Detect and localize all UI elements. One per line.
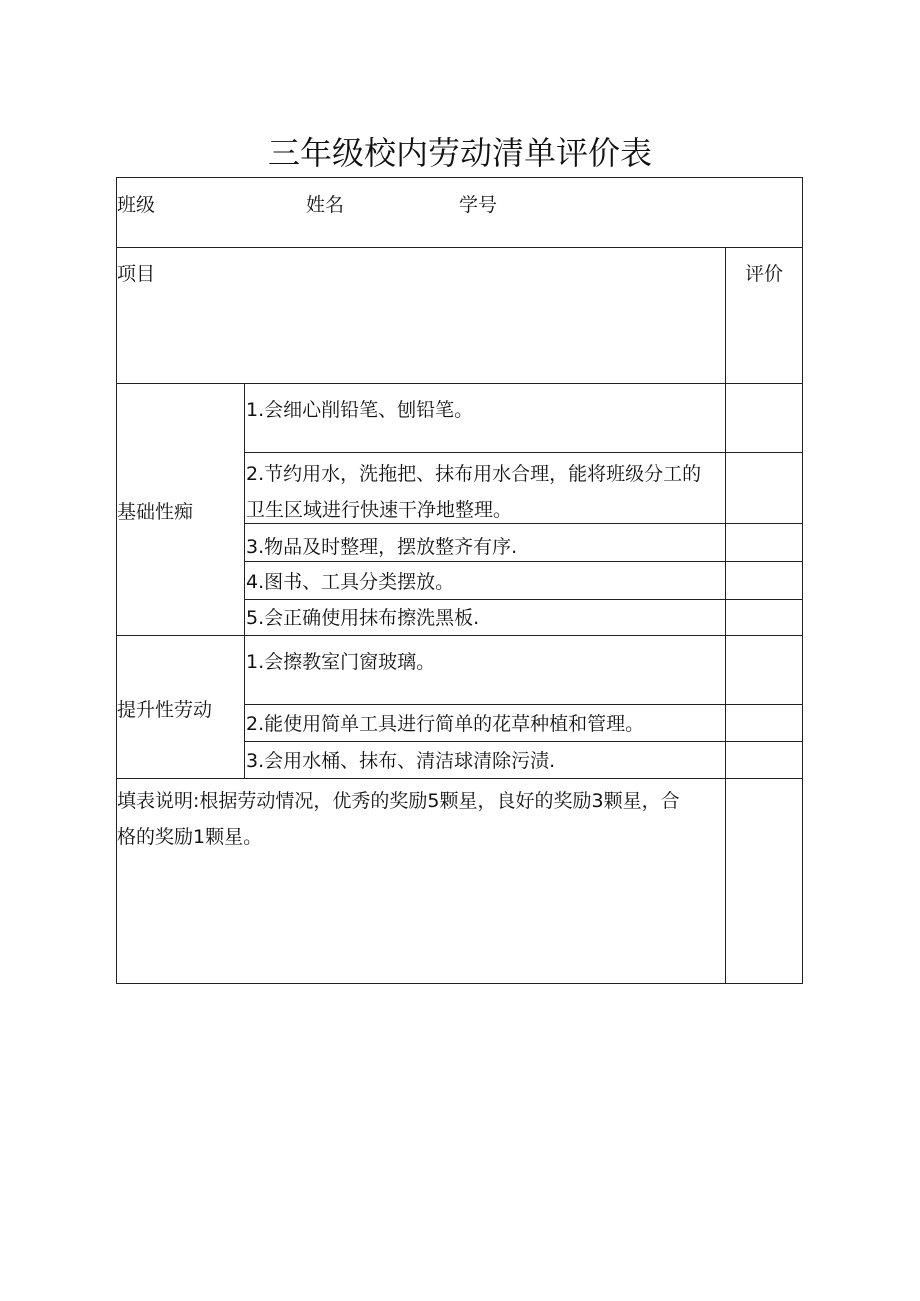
item-text-continued: 卫生区域进行快速干净地整理。: [246, 499, 513, 521]
notes-text: 填表说明:根据劳动情况，优秀的奖励5颗星，良好的奖励3颗星，合: [117, 790, 680, 812]
item-text: 3.会用水桶、抹布、清洁球清除污渍.: [246, 750, 556, 772]
item-text: 4.图书、工具分类摆放。: [246, 571, 455, 593]
section-name-basic: 基础性痴: [117, 501, 194, 523]
notes-text-continued: 格的奖励1颗星。: [117, 826, 263, 848]
section-name-advanced: 提升性劳动: [117, 699, 213, 721]
rating-header: 评价: [745, 263, 784, 285]
student-id-label: 学号: [459, 194, 498, 216]
item-text: 1.会擦教室门窗玻璃。: [246, 651, 436, 673]
item-text: 3.物品及时整理，摆放整齐有序.: [246, 536, 518, 558]
item-text: 2.节约用水，洗拖把、抹布用水合理，能将班级分工的: [246, 463, 702, 485]
page-title: 三年级校内劳动清单评价表: [267, 134, 652, 172]
name-label: 姓名: [306, 194, 345, 216]
class-label: 班级: [117, 194, 156, 216]
item-text: 5.会正确使用抹布擦洗黑板.: [246, 607, 480, 629]
item-text: 1.会细心削铅笔、刨铅笔。: [246, 399, 474, 421]
project-header: 项目: [117, 263, 156, 285]
item-text: 2.能使用简单工具进行简单的花草种植和管理。: [246, 713, 645, 735]
